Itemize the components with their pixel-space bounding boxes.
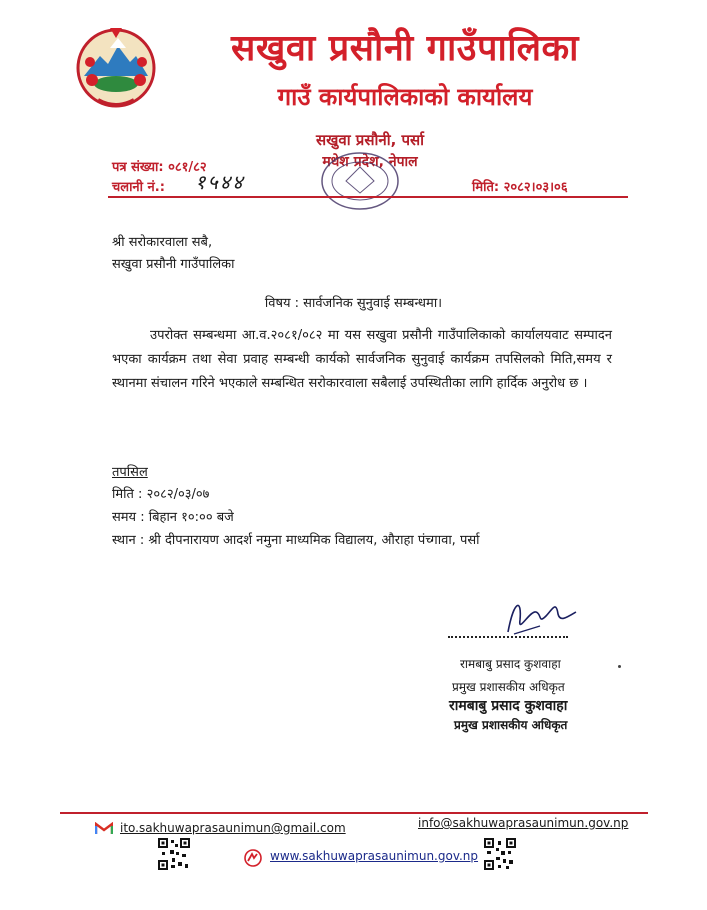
- recipient-line-1: श्री सरोकारवाला सबै,: [112, 235, 213, 250]
- header-divider: [108, 196, 628, 198]
- recipient-line-2: सखुवा प्रसौनी गाउँपालिका: [112, 257, 235, 272]
- details-heading: तपसिल: [112, 465, 148, 480]
- email-link-info[interactable]: info@sakhuwaprasaunimun.gov.np: [418, 816, 629, 830]
- signature-line: [448, 636, 568, 638]
- details-date: मिति : २०८२/०३/०७: [112, 487, 210, 502]
- body-paragraph: उपरोक्त सम्बन्धमा आ.व.२०८१/०८२ मा यस सखुवा प्रसौनी गाउँपालिकाको कार्यालयवाट सम्पादन भएका कार्यक्रम तथा सेवा प्रवाह सम्बन्धी कार्यको सार्वजनिक सुनुवाई कार्यक्रम तपसिलको मिति,समय र स्थानमा संचालन गरिने भएकाले सम्बन्धित सरोकारवाला सबैलाई उपस्थितीका लागि हार्दिक अनुरोध छ ।: [112, 328, 612, 391]
- signatory-title-stamp: प्रमुख प्रशासकीय अधिकृत: [454, 718, 568, 732]
- address-line-2: मधेश प्रदेश, नेपाल: [322, 154, 418, 170]
- dispatch-number-handwritten: १५४४: [195, 170, 245, 194]
- qr-code-icon: [484, 838, 516, 870]
- office-stamp: [310, 143, 410, 213]
- gmail-icon: [95, 822, 113, 835]
- address-line-1: सखुवा प्रसौनी, पर्सा: [315, 131, 425, 149]
- stray-mark: [618, 665, 621, 668]
- handwritten-signature: [500, 590, 580, 640]
- website-link[interactable]: www.sakhuwaprasaunimun.gov.np: [270, 849, 479, 863]
- dispatch-number-label: चलानी नं.:: [112, 180, 165, 195]
- website-icon: [244, 849, 262, 867]
- signatory-name-stamp: रामबाबु प्रसाद कुशवाहा: [449, 698, 568, 714]
- letter-number: पत्र संख्या: ०८१/८२: [112, 160, 207, 175]
- footer-divider: [60, 812, 648, 814]
- office-subtitle: गाउँ कार्यपालिकाको कार्यालय: [277, 83, 533, 111]
- qr-code-icon: [158, 838, 190, 870]
- details-place: स्थान : श्री दीपनारायण आदर्श नमुना माध्यमिक विद्यालय, औराहा पंच्गावा, पर्सा: [112, 533, 480, 548]
- office-title: सखुवा प्रसौनी गाउँपालिका: [231, 28, 579, 69]
- subject-line: विषय : सार्वजनिक सुनुवाई सम्बन्धमा।: [264, 296, 443, 311]
- nepal-emblem-icon: [70, 18, 162, 110]
- signatory-title: प्रमुख प्रशासकीय अधिकृत: [452, 680, 565, 694]
- details-time: समय : बिहान १०:०० बजे: [112, 510, 234, 525]
- letter-date: मिति: २०८२।०३।०६: [472, 180, 568, 195]
- email-link-ito[interactable]: ito.sakhuwaprasaunimun@gmail.com: [120, 821, 346, 835]
- signatory-name: रामबाबु प्रसाद कुशवाहा: [460, 657, 561, 671]
